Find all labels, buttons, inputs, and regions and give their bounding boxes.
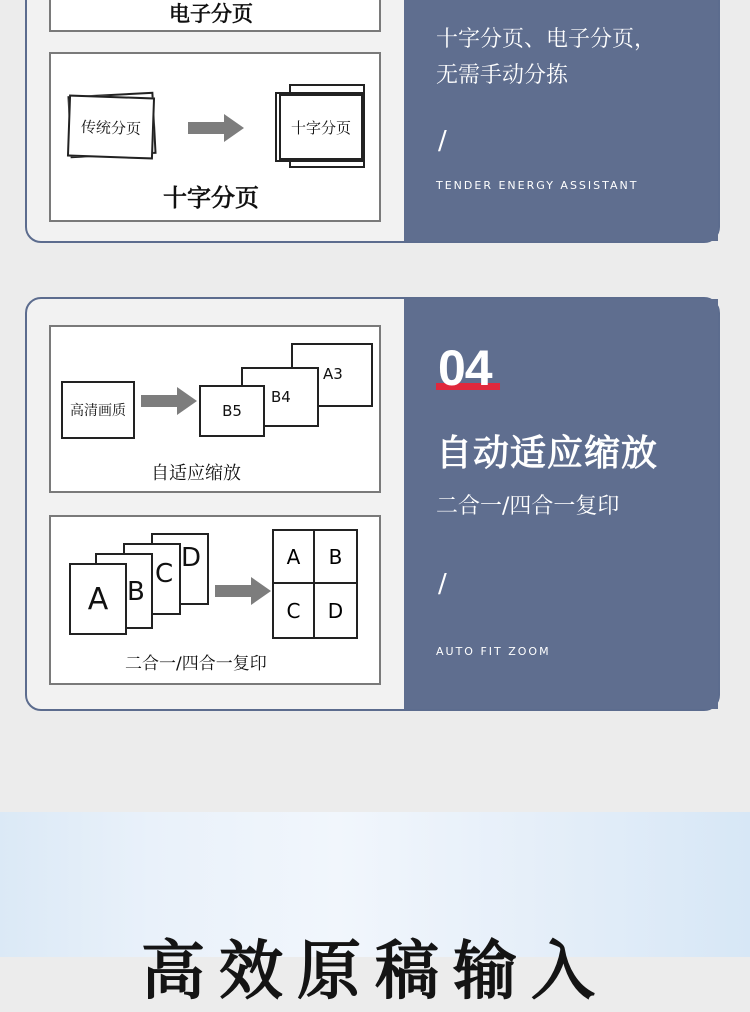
electronic-sort-label: 电子分页 bbox=[169, 2, 253, 26]
feature-card-auto-fit-zoom bbox=[25, 297, 720, 711]
paper-size-b5 bbox=[199, 385, 265, 437]
n-up-copy-panel bbox=[49, 515, 381, 685]
paper-size-a3-label: A3 bbox=[323, 365, 343, 383]
banner-title: 高效原稿输入 bbox=[141, 935, 609, 1009]
n-up-copy-caption: 二合一/四合一复印 bbox=[125, 654, 267, 674]
grid-cell-d: D bbox=[327, 598, 344, 623]
feature-subtitle: 二合一/四合一复印 bbox=[436, 494, 620, 519]
hd-quality-doc bbox=[61, 381, 135, 439]
arrow-right-icon bbox=[215, 577, 273, 605]
traditional-sort-doc bbox=[67, 95, 155, 160]
english-caption: TENDER ENERGY ASSISTANT bbox=[436, 179, 639, 192]
cross-sort-doc-label: 十字分页 bbox=[290, 118, 351, 137]
grid-cell-b: B bbox=[315, 531, 356, 584]
hd-quality-label: 高清画质 bbox=[70, 403, 126, 419]
page-a-label: A bbox=[87, 581, 109, 617]
feature-info-panel bbox=[404, 0, 718, 241]
traditional-sort-label: 传统分页 bbox=[80, 117, 142, 138]
grid-cell-c: C bbox=[274, 584, 315, 637]
section-banner bbox=[0, 812, 750, 1009]
page-a bbox=[69, 563, 127, 635]
feature-info-panel bbox=[404, 299, 718, 709]
paper-size-b5-label: B5 bbox=[222, 402, 242, 420]
divider-slash: / bbox=[438, 126, 447, 156]
feature-number: 04 bbox=[438, 340, 492, 396]
feature-card-cross-sort bbox=[25, 0, 720, 243]
divider-slash: / bbox=[438, 569, 447, 599]
cross-sort-caption: 十字分页 bbox=[163, 184, 259, 212]
paper-size-b4-label: B4 bbox=[271, 388, 291, 406]
feature-subtitle-line1: 十字分页、电子分页， bbox=[436, 27, 657, 52]
auto-fit-panel bbox=[49, 325, 381, 493]
page-d-label: D bbox=[181, 543, 202, 573]
cross-sort-panel bbox=[49, 52, 381, 222]
page-b-label: B bbox=[127, 577, 145, 607]
english-caption: AUTO FIT ZOOM bbox=[436, 645, 551, 658]
arrow-right-icon bbox=[141, 387, 199, 415]
page-c-label: C bbox=[155, 559, 174, 589]
four-up-grid bbox=[272, 529, 358, 639]
auto-fit-caption: 自适应缩放 bbox=[151, 463, 241, 484]
arrow-right-icon bbox=[188, 114, 246, 142]
cross-sort-doc bbox=[279, 94, 363, 160]
feature-title: 自动适应缩放 bbox=[436, 433, 659, 474]
electronic-sort-panel bbox=[49, 0, 381, 32]
grid-cell-a: A bbox=[274, 531, 315, 584]
feature-subtitle-line2: 无需手动分拣 bbox=[436, 63, 569, 88]
